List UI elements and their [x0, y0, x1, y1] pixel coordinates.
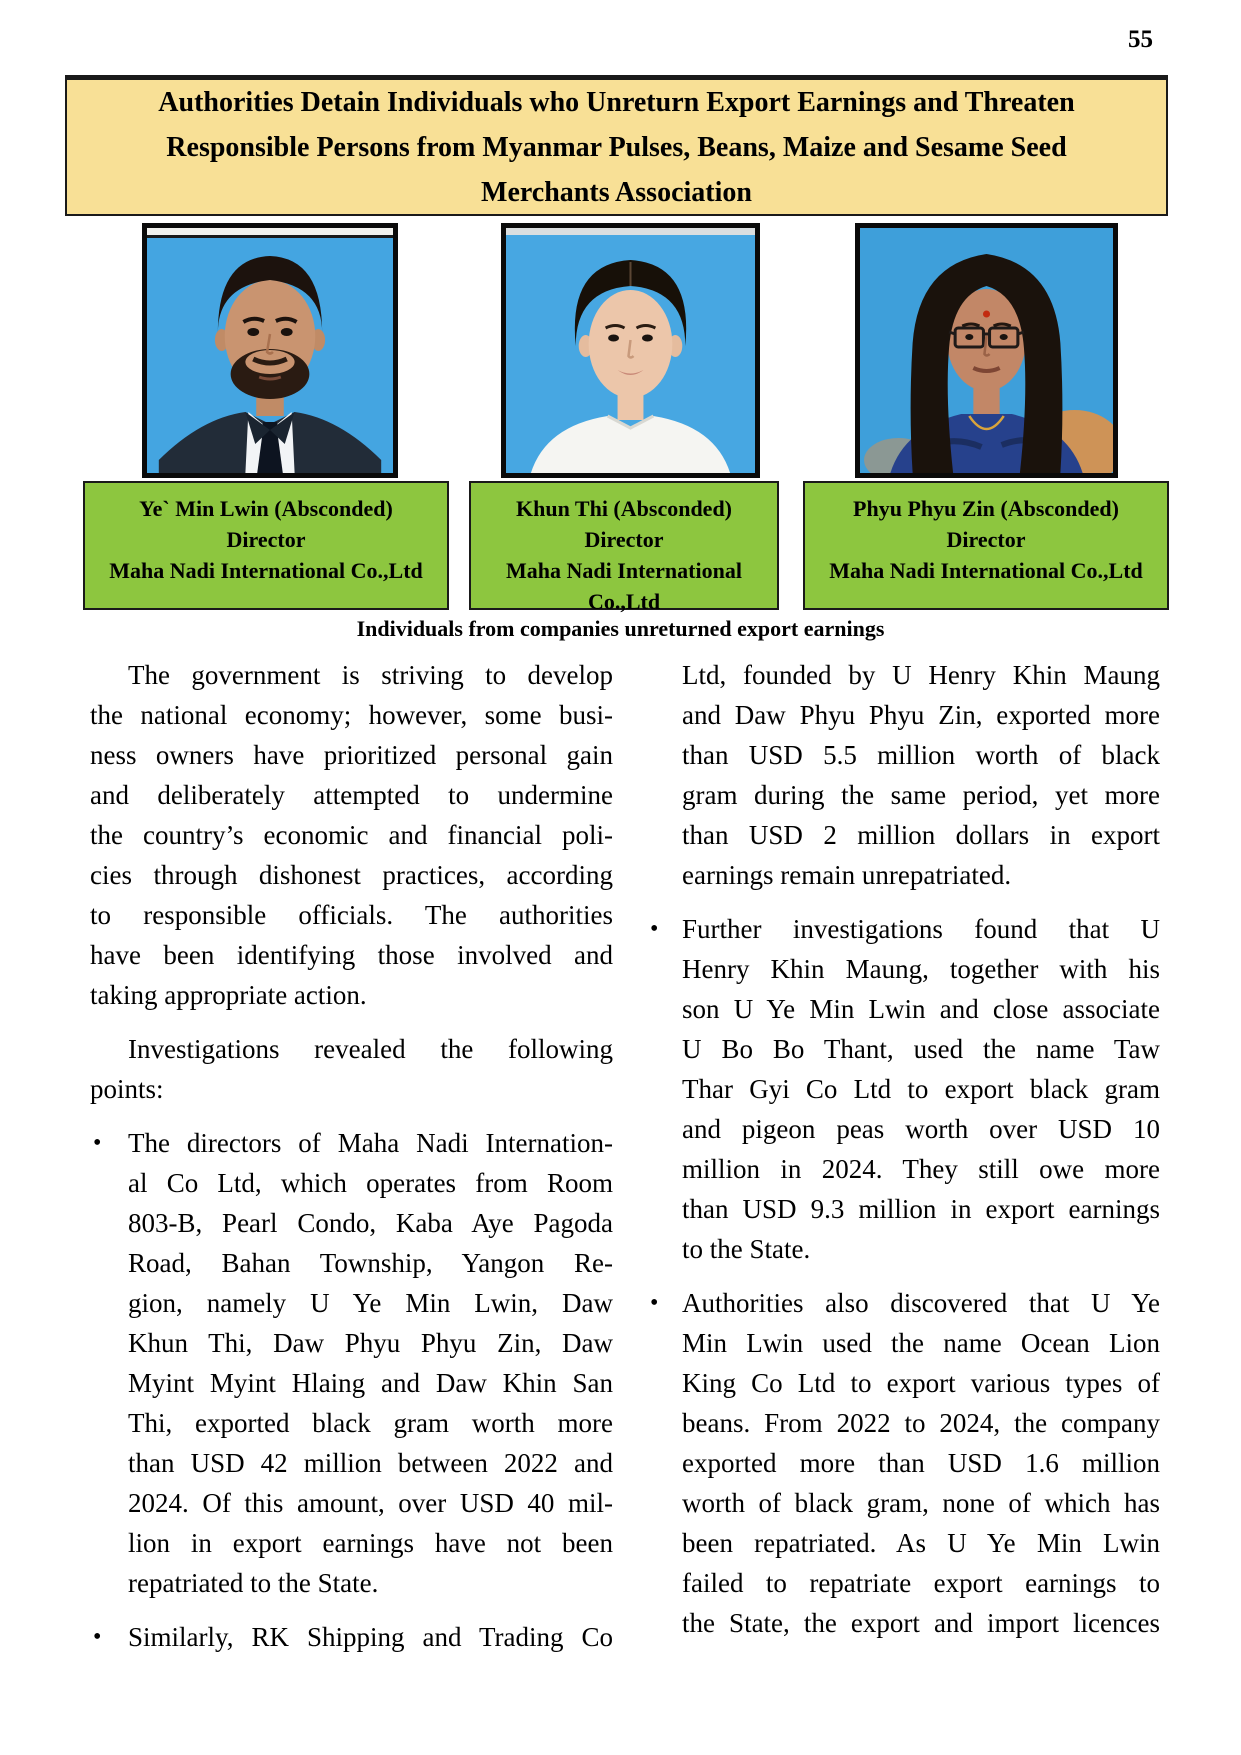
text-line: gram during the same period, yet more [682, 780, 1160, 810]
text-line: than USD 2 million dollars in export [682, 820, 1160, 850]
text-line: million in 2024. They still owe more [682, 1154, 1160, 1184]
text-line: Further investigations found that U [682, 914, 1160, 944]
woman-glasses-portrait-illustration [860, 228, 1113, 473]
text-line: Authorities also discovered that U Ye [682, 1288, 1160, 1318]
bullet-item [650, 1283, 1160, 1643]
text-line: worth of black gram, none of which has [682, 1488, 1160, 1518]
paragraph [682, 655, 1160, 895]
text-line: beans. From 2022 to 2024, the company [682, 1408, 1160, 1438]
person-role: Director [946, 527, 1026, 552]
text-line: and deliberately attempted to undermine [90, 780, 613, 810]
text-line: 803-B, Pearl Condo, Kaba Aye Pagoda [128, 1208, 613, 1238]
title-line: Authorities Detain Individuals who Unreturn Export Earnings and Threaten [158, 87, 1075, 118]
text-line: the State, the export and import licences [682, 1608, 1160, 1638]
text-line: the country’s economic and financial poli- [90, 820, 613, 850]
text-line: failed to repatriate export earnings to [682, 1568, 1160, 1598]
text-line: points: [90, 1074, 164, 1104]
text-line: Thar Gyi Co Ltd to export black gram [682, 1074, 1160, 1104]
text-line: been repatriated. As U Ye Min Lwin [682, 1528, 1160, 1558]
text-line: King Co Ltd to export various types of [682, 1368, 1160, 1398]
text-line: to responsible officials. The authorities [90, 900, 613, 930]
portrait-photo-phyu-phyu-zin [855, 223, 1118, 478]
person-company: Maha Nadi International Co.,Ltd [109, 558, 423, 583]
text-line: cies through dishonest practices, according [90, 860, 613, 890]
text-line: U Bo Bo Thant, used the name Taw [682, 1034, 1160, 1064]
paragraph [90, 655, 613, 1015]
article-column-left [90, 655, 613, 1671]
text-line: Myint Myint Hlaing and Daw Khin San [128, 1368, 613, 1398]
article-column-right [650, 655, 1160, 1657]
title-line: Responsible Persons from Myanmar Pulses, Beans, Maize and Sesame Seed [166, 132, 1067, 163]
text-line: Thi, exported black gram worth more [128, 1408, 613, 1438]
text-line: the national economy; however, some busi- [90, 700, 613, 730]
text-line: to the State. [682, 1234, 811, 1264]
text-line: and Daw Phyu Phyu Zin, exported more [682, 700, 1160, 730]
caption-box-ye-min-lwin [83, 481, 449, 610]
man-portrait-illustration [147, 228, 393, 473]
text-line: The directors of Maha Nadi Internation- [128, 1128, 613, 1158]
text-line: have been identifying those involved and [90, 940, 613, 970]
photo-caption: Individuals from companies unreturned export earnings [356, 616, 885, 641]
text-line: Ltd, founded by U Henry Khin Maung [682, 660, 1160, 690]
text-line: than USD 42 million between 2022 and [128, 1448, 613, 1478]
bullet-item [90, 1123, 613, 1603]
title-line: Merchants Association [481, 177, 752, 208]
person-name: Khun Thi (Absconded) [515, 496, 732, 521]
caption-box-phyu-phyu-zin [803, 481, 1169, 610]
text-line: Min Lwin used the name Ocean Lion [682, 1328, 1160, 1358]
text-line: son U Ye Min Lwin and close associate [682, 994, 1160, 1024]
bullet-marker: • [650, 1290, 659, 1316]
text-line: Henry Khin Maung, together with his [682, 954, 1160, 984]
portrait-photo-ye-min-lwin [142, 223, 398, 478]
text-line: than USD 9.3 million in export earnings [682, 1194, 1160, 1224]
bullet-marker: • [93, 1130, 102, 1156]
person-role: Director [584, 527, 664, 552]
text-line: gion, namely U Ye Min Lwin, Daw [128, 1288, 613, 1318]
text-line: Similarly, RK Shipping and Trading Co [128, 1622, 613, 1652]
title-banner [65, 75, 1168, 216]
text-line: Investigations revealed the following [128, 1034, 613, 1064]
paragraph [90, 1029, 613, 1109]
bullet-marker: • [93, 1624, 102, 1650]
text-line: than USD 5.5 million worth of black [682, 740, 1160, 770]
person-name: Ye` Min Lwin (Absconded) [139, 496, 393, 521]
text-line: repatriated to the State. [128, 1568, 379, 1598]
person-name: Phyu Phyu Zin (Absconded) [853, 496, 1119, 521]
page-number: 55 [1128, 26, 1153, 53]
text-line: al Co Ltd, which operates from Room [128, 1168, 613, 1198]
text-line: exported more than USD 1.6 million [682, 1448, 1160, 1478]
text-line: taking appropriate action. [90, 980, 367, 1010]
text-line: and pigeon peas worth over USD 10 [682, 1114, 1160, 1144]
text-line: 2024. Of this amount, over USD 40 mil- [128, 1488, 613, 1518]
text-line: lion in export earnings have not been [128, 1528, 613, 1558]
text-line: Road, Bahan Township, Yangon Re- [128, 1248, 613, 1278]
bullet-item [650, 909, 1160, 1269]
text-line: The government is striving to develop [128, 660, 613, 690]
woman-portrait-illustration [506, 228, 755, 473]
bullet-item [90, 1617, 613, 1657]
caption-box-khun-thi [469, 481, 779, 614]
portrait-photo-khun-thi [501, 223, 760, 478]
text-line: ness owners have prioritized personal gain [90, 740, 613, 770]
person-company: Maha Nadi International Co.,Ltd [506, 558, 742, 614]
person-role: Director [226, 527, 306, 552]
person-company: Maha Nadi International Co.,Ltd [829, 558, 1143, 583]
bullet-marker: • [650, 916, 659, 942]
text-line: Khun Thi, Daw Phyu Phyu Zin, Daw [128, 1328, 613, 1358]
text-line: earnings remain unrepatriated. [682, 860, 1012, 890]
